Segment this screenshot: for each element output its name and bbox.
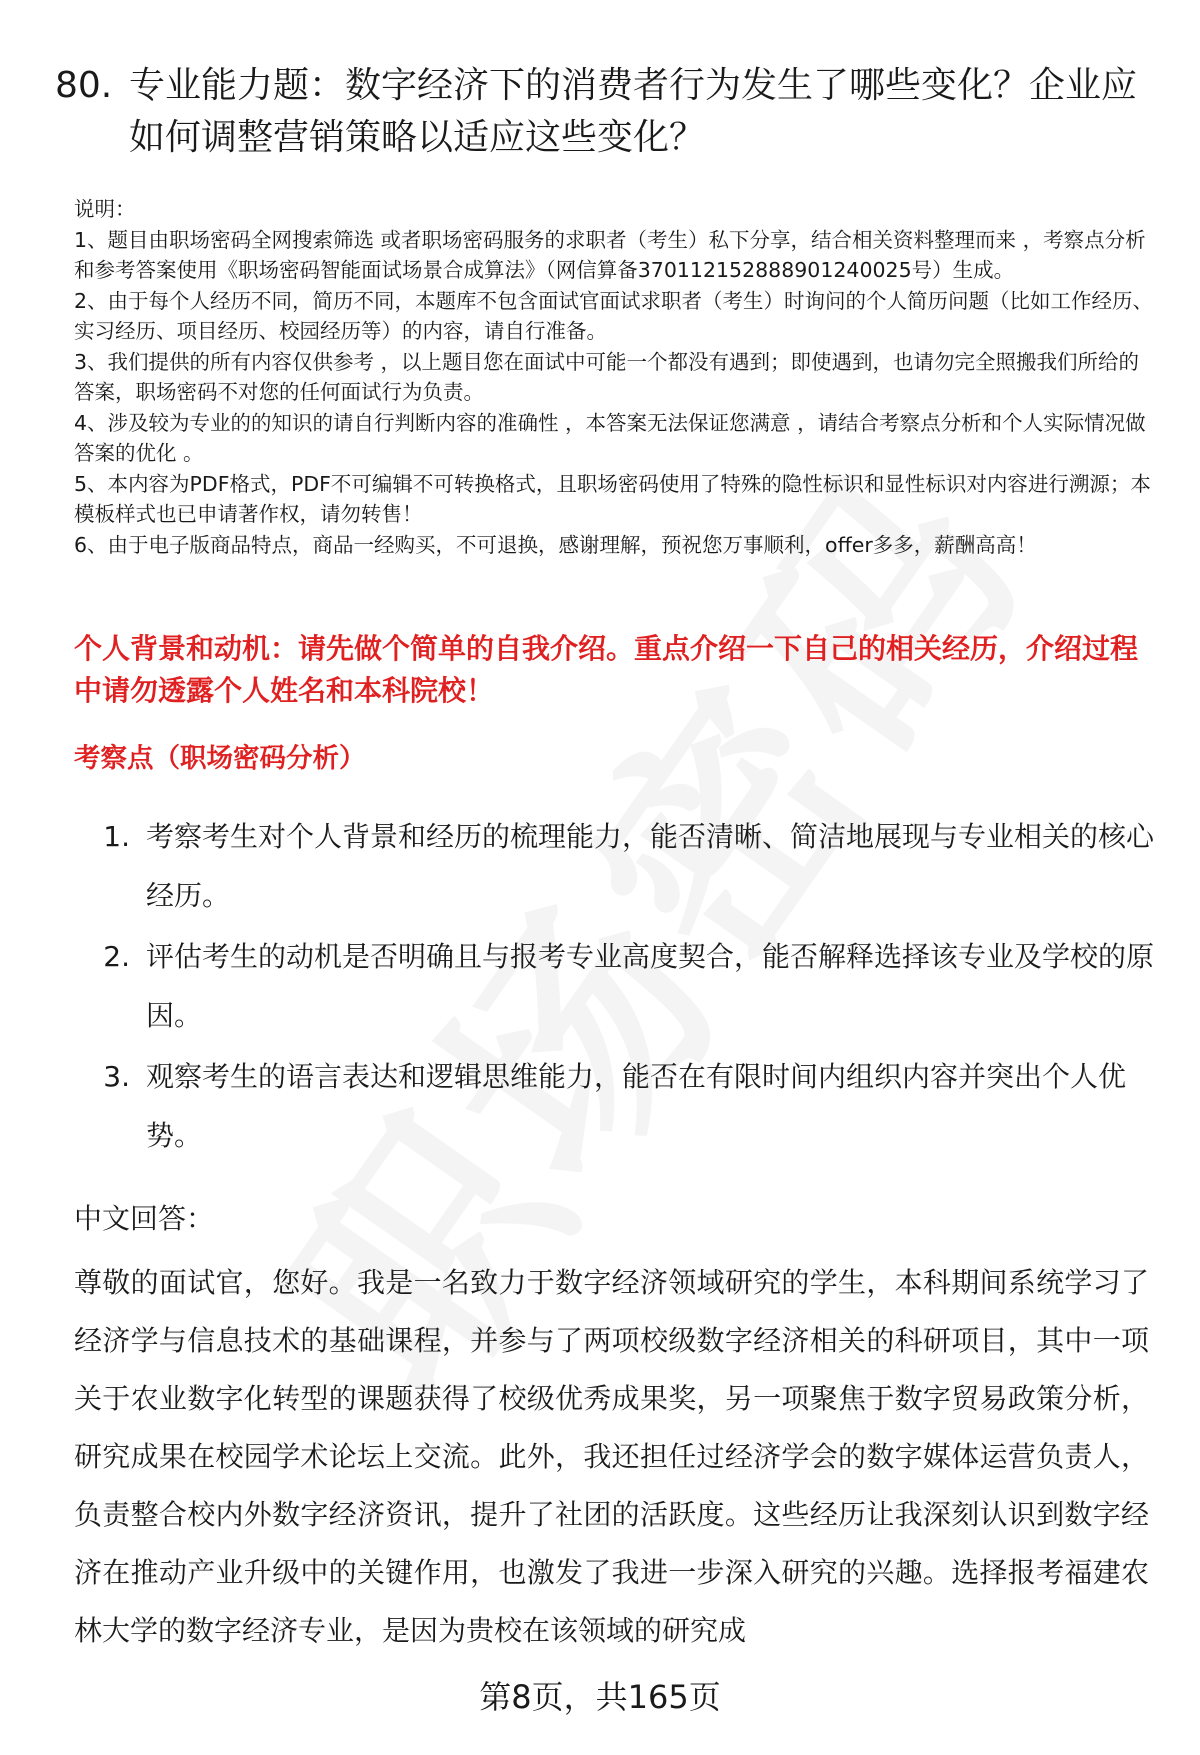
note-item: 6、由于电子版商品特点，商品一经购买，不可退换，感谢理解，预祝您万事顺利，offer多多，薪酬高高！: [74, 532, 1037, 557]
list-item: [74, 1047, 1164, 1165]
question-text: 专业能力题：数字经济下的消费者行为发生了哪些变化？企业应如何调整营销策略以适应这些变化？: [129, 65, 1138, 158]
list-item-index: 1.: [103, 820, 130, 853]
list-item-text: 观察考生的语言表达和逻辑思维能力，能否在有限时间内组织内容并突出个人优势。: [146, 1060, 1127, 1152]
question-number: 80.: [55, 65, 113, 106]
notes-block: [74, 194, 1154, 560]
page-footer: 第8页，共165页: [479, 1678, 721, 1716]
note-item: 2、由于每个人经历不同，简历不同，本题库不包含面试官面试求职者（考生）时询问的个人简历问题（比如工作经历、实习经历、项目经历、校园经历等）的内容，请自行准备。: [74, 288, 1154, 343]
answer-text: 尊敬的面试官，您好。我是一名致力于数字经济领域研究的学生，本科期间系统学习了经济学与信息技术的基础课程，并参与了两项校级数字经济相关的科研项目，其中一项关于农业数字化转型的课题获得了校级优秀成果奖，另一项聚焦于数字贸易政策分析，研究成果在校园学术论坛上交流。此外，我还担任过经济学会的数字媒体运营负责人，负责整合校内外数字经济资讯，提升了社团的活跃度。这些经历让我深刻认识到数字经济在推动产业升级中的关键作用，也激发了我进一步深入研究的兴趣。选择报考福建农林大学的数字经济专业，是因为贵校在该领域的研究成: [74, 1266, 1149, 1647]
list-item: [74, 807, 1164, 925]
note-item: 1、题目由职场密码全网搜索筛选 或者职场密码服务的求职者（考生）私下分享，结合相关资料整理而来 ，考察点分析和参考答案使用《职场密码智能面试场景合成算法》（网信算备370112152888901240025号）生成。: [74, 227, 1146, 282]
background-prompt: 个人背景和动机：请先做个简单的自我介绍。重点介绍一下自己的相关经历，介绍过程中请勿透露个人姓名和本科院校！: [74, 632, 1139, 707]
points-list: [74, 807, 1164, 1167]
note-item: 5、本内容为PDF格式，PDF不可编辑不可转换格式，且职场密码使用了特殊的隐性标识和显性标识对内容进行溯源；本模板样式也已申请著作权，请勿转售！: [74, 471, 1151, 526]
question-title: [55, 60, 1155, 164]
points-heading: 考察点（职场密码分析）: [74, 743, 366, 774]
list-item-index: 2.: [103, 940, 130, 973]
list-item: [74, 927, 1164, 1045]
answer-label: 中文回答：: [74, 1202, 215, 1235]
notes-title: 说明：: [74, 197, 136, 221]
note-item: 4、涉及较为专业的的知识的请自行判断内容的准确性 ，本答案无法保证您满意 ，请结合考察点分析和个人实际情况做答案的优化 。: [74, 410, 1146, 465]
note-item: 3、我们提供的所有内容仅供参考 ，以上题目您在面试中可能一个都没有遇到；即使遇到，也请勿完全照搬我们所给的答案，职场密码不对您的任何面试行为负责。: [74, 349, 1140, 404]
list-item-text: 评估考生的动机是否明确且与报考专业高度契合，能否解释选择该专业及学校的原因。: [146, 940, 1155, 1032]
list-item-index: 3.: [103, 1060, 130, 1093]
list-item-text: 考察考生对个人背景和经历的梳理能力，能否清晰、简洁地展现与专业相关的核心经历。: [146, 820, 1155, 912]
